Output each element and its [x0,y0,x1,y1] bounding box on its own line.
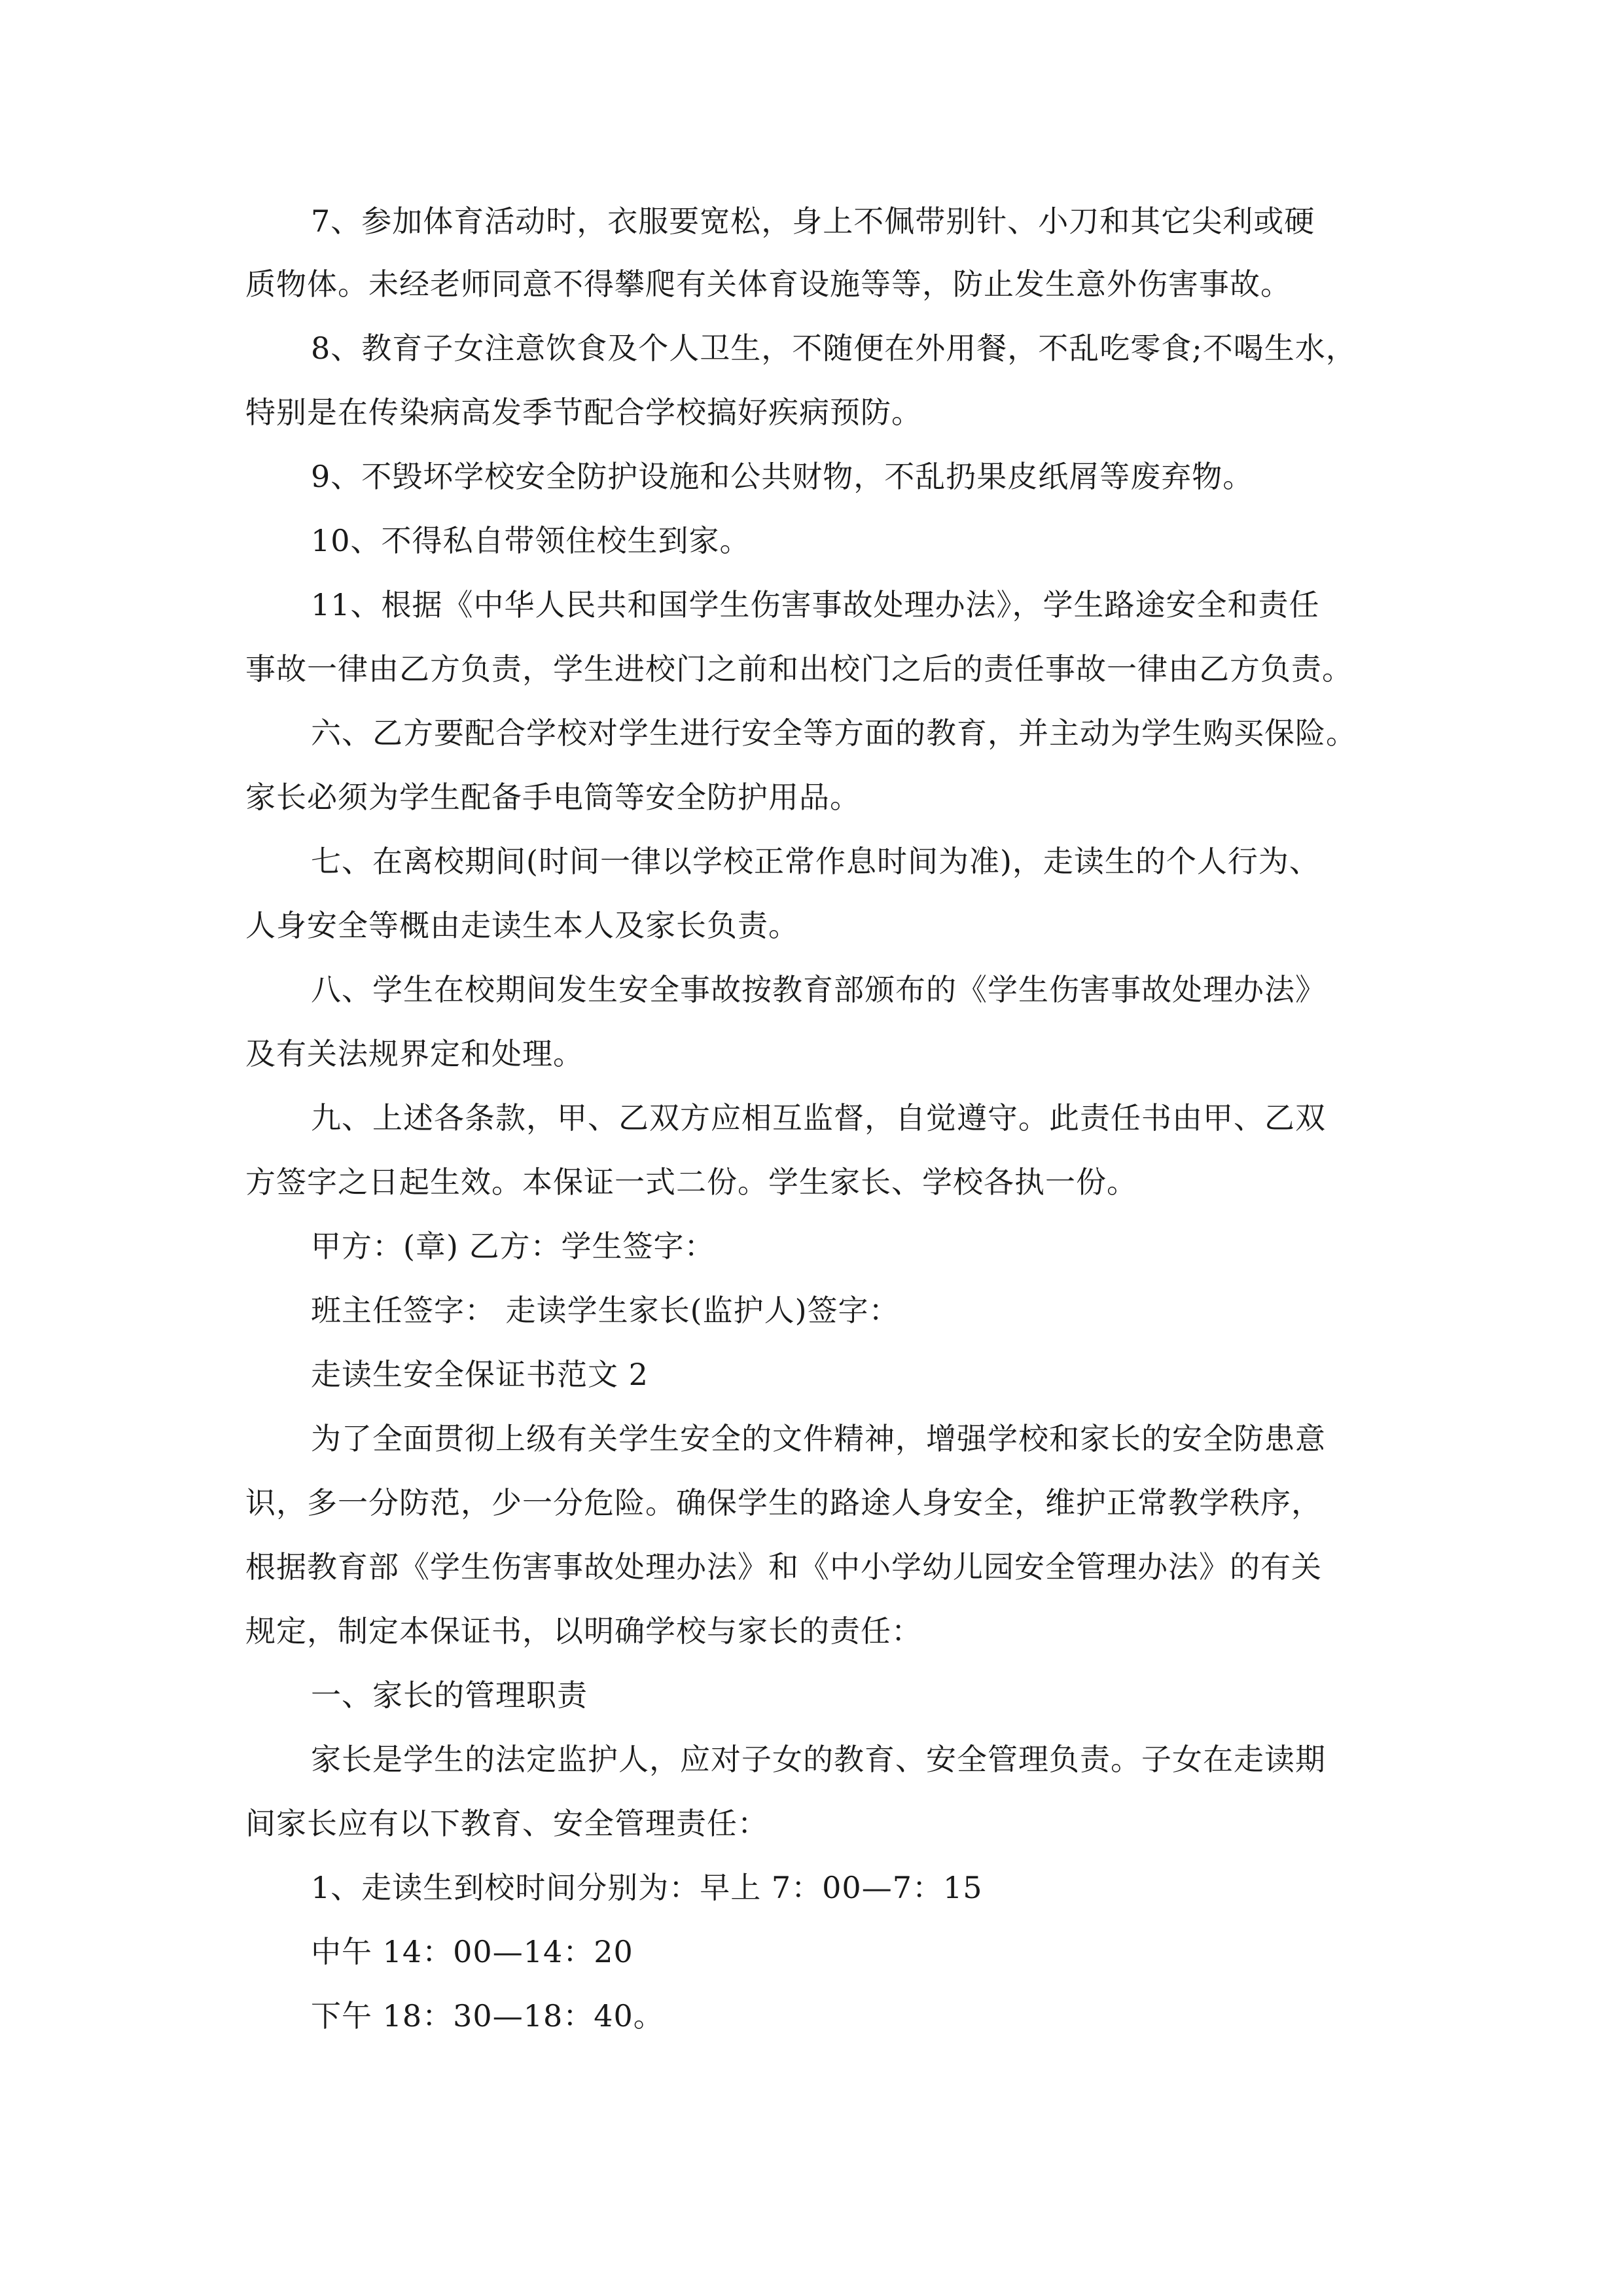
paragraph-line: 规定，制定本保证书，以明确学校与家长的责任： [245,1613,922,1649]
paragraph-line: 事故一律由乙方负责，学生进校门之前和出校门之后的责任事故一律由乙方负责。 [245,651,1353,687]
schedule-line: 中午 14：00—14：20 [311,1934,633,1969]
paragraph-line: 10、不得私自带领住校生到家。 [311,523,751,558]
paragraph-line: 识，多一分防范，少一分危险。确保学生的路途人身安全，维护正常教学秩序， [245,1485,1322,1520]
section-heading: 一、家长的管理职责 [311,1677,588,1713]
paragraph-line: 九、上述各条款，甲、乙双方应相互监督，自觉遵守。此责任书由甲、乙双 [311,1100,1326,1136]
paragraph-line: 家长是学生的法定监护人，应对子女的教育、安全管理负责。子女在走读期 [311,1742,1326,1777]
schedule-line: 下午 18：30—18：40。 [311,1998,664,2034]
paragraph-line: 八、学生在校期间发生安全事故按教育部颁布的《学生伤害事故处理办法》 [311,972,1326,1007]
paragraph-line: 为了全面贯彻上级有关学生安全的文件精神，增强学校和家长的安全防患意 [311,1421,1326,1456]
paragraph-line: 11、根据《中华人民共和国学生伤害事故处理办法》，学生路途安全和责任 [311,587,1320,622]
paragraph-line: 8、教育子女注意饮食及个人卫生，不随便在外用餐，不乱吃零食;不喝生水， [311,331,1357,366]
signature-line-party-a-b: 甲方：(章) 乙方：学生签字： [311,1229,715,1264]
paragraph-line: 间家长应有以下教育、安全管理责任： [245,1806,768,1841]
paragraph-line: 七、在离校期间(时间一律以学校正常作息时间为准)，走读生的个人行为、 [311,844,1320,879]
paragraph-line: 人身安全等概由走读生本人及家长负责。 [245,908,799,943]
paragraph-line: 方签字之日起生效。本保证一式二份。学生家长、学校各执一份。 [245,1164,1137,1200]
paragraph-line: 根据教育部《学生伤害事故处理办法》和《中小学幼儿园安全管理办法》的有关 [245,1549,1322,1585]
signature-line-teacher-parent: 班主任签字： 走读学生家长(监护人)签字： [311,1293,900,1328]
section-title: 走读生安全保证书范文 2 [311,1357,649,1392]
paragraph-line: 六、乙方要配合学校对学生进行安全等方面的教育，并主动为学生购买保险。 [311,715,1357,751]
paragraph-line: 质物体。未经老师同意不得攀爬有关体育设施等等，防止发生意外伤害事故。 [245,266,1291,302]
paragraph-line: 家长必须为学生配备手电筒等安全防护用品。 [245,780,861,815]
paragraph-line: 及有关法规界定和处理。 [245,1036,584,1071]
paragraph-line: 特别是在传染病高发季节配合学校搞好疾病预防。 [245,395,922,430]
schedule-line: 1、走读生到校时间分别为：早上 7：00—7：15 [311,1870,983,1905]
paragraph-line: 7、参加体育活动时，衣服要宽松，身上不佩带别针、小刀和其它尖利或硬 [311,204,1315,239]
paragraph-line: 9、不毁坏学校安全防护设施和公共财物，不乱扔果皮纸屑等废弃物。 [311,459,1254,494]
